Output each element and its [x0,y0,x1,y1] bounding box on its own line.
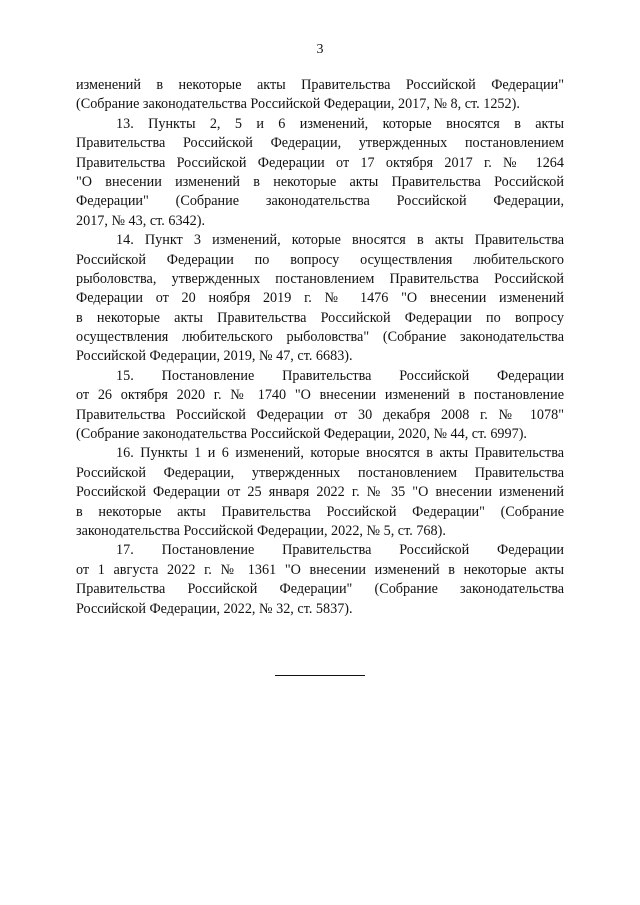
text-line: Российской Федерации по вопросу осуществления любительского [76,251,564,268]
list-item-15 [76,367,564,445]
text-line: осуществления любительского рыболовства" (Собрание законодательства [76,329,564,346]
text-line: 14. Пункт 3 изменений, которые вносятся в акты Правительства [116,232,564,249]
list-item-17 [76,541,564,619]
text-line: (Собрание законодательства Российской Федерации, 2020, № 44, ст. 6997). [76,426,527,443]
end-separator-line [275,675,365,676]
document-body [76,76,564,619]
text-line: Правительства Российской Федерации" (Собрание законодательства [76,581,564,598]
text-line: Федерации" (Собрание законодательства Российской Федерации, [76,193,564,210]
text-line: в некоторые акты Правительства Российской Федерации" (Собрание [76,503,564,520]
text-line: 17. Постановление Правительства Российской Федерации [116,542,564,559]
text-line: Правительства Российской Федерации от 17 октября 2017 г. № 1264 [76,154,564,171]
text-line: 2017, № 43, ст. 6342). [76,212,206,229]
text-line: "О внесении изменений в некоторые акты Правительства Российской [76,173,564,190]
text-line: 13. Пункты 2, 5 и 6 изменений, которые вносятся в акты [116,115,564,132]
list-item-16 [76,444,564,541]
text-line: от 26 октября 2020 г. № 1740 "О внесении изменений в постановление [76,387,564,404]
text-line: Правительства Российской Федерации, утвержденных постановлением [76,135,564,152]
page-number: 3 [316,42,324,57]
paragraph-continuation [76,76,564,115]
text-line: (Собрание законодательства Российской Федерации, 2017, № 8, ст. 1252). [76,96,520,113]
text-line: 16. Пункты 1 и 6 изменений, которые вносятся в акты Правительства [116,445,564,462]
text-line: Федерации от 20 ноября 2019 г. № 1476 "О внесении изменений [76,290,564,307]
list-item-14 [76,231,564,367]
text-line: в некоторые акты Правительства Российской Федерации по вопросу [76,309,564,326]
text-line: от 1 августа 2022 г. № 1361 "О внесении изменений в некоторые акты [76,561,564,578]
text-line: законодательства Российской Федерации, 2022, № 5, ст. 768). [76,522,446,539]
text-line: Российской Федерации, утвержденных постановлением Правительства [76,464,564,481]
text-line: Российской Федерации от 25 января 2022 г. № 35 "О внесении изменений [76,484,564,501]
list-item-13 [76,115,564,231]
text-line: рыболовства, утвержденных постановлением Правительства Российской [76,270,564,287]
text-line: 15. Постановление Правительства Российской Федерации [116,367,564,384]
text-line: Российской Федерации, 2019, № 47, ст. 6683). [76,348,353,365]
text-line: Российской Федерации, 2022, № 32, ст. 5837). [76,600,353,617]
text-line: изменений в некоторые акты Правительства Российской Федерации" [76,77,564,93]
text-line: Правительства Российской Федерации от 30 декабря 2008 г. № 1078" [76,406,564,423]
